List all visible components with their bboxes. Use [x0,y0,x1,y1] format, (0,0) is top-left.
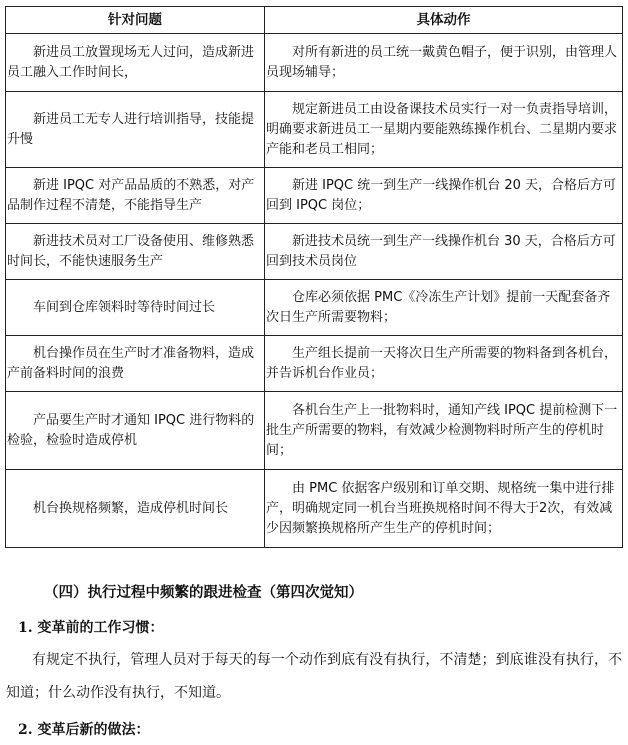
problem-cell: 车间到仓库领料时等待时间过长 [6,280,265,336]
table-header-row [6,7,623,34]
section-heading: （四）执行过程中频繁的跟进检查（第四次觉知） [44,584,363,601]
header-action: 具体动作 [265,7,623,34]
subheading-after: 2. 变革后新的做法： [18,722,150,738]
table-row [6,280,623,336]
action-cell: 生产组长提前一天将次日生产所需要的物料备到各机台，并告诉机台作业员； [265,336,623,392]
problem-cell: 新进技术员对工厂设备使用、维修熟悉时间长，不能快速服务生产 [6,224,265,280]
action-cell: 对所有新进的员工统一戴黄色帽子，便于识别，由管理人员现场辅导； [265,34,623,92]
action-cell: 新进技术员统一到生产一线操作机台 30 天，合格后方可回到技术员岗位 [265,224,623,280]
table-row [6,92,623,168]
table-row [6,336,623,392]
action-cell: 仓库必须依据 PMC《冷冻生产计划》提前一天配套备齐次日生产所需要物料； [265,280,623,336]
header-problem: 针对问题 [6,7,265,34]
problem-cell: 机台操作员在生产时才准备物料，造成产前备料时间的浪费 [6,336,265,392]
table-row [6,470,623,548]
problem-action-table [5,6,623,548]
action-cell: 新进 IPQC 统一到生产一线操作机台 20 天，合格后方可回到 IPQC 岗位； [265,168,623,224]
table-row [6,168,623,224]
action-cell: 规定新进员工由设备课技术员实行一对一负责指导培训，明确要求新进员工一星期内要能熟练操作机台、二星期内要求产能和老员工相同； [265,92,623,168]
table-row [6,224,623,280]
table-row [6,34,623,92]
action-cell: 由 PMC 依据客户级别和订单交期、规格统一集中进行排产，明确规定同一机台当班换规格时间不得大于2次，有效减少因频繁换规格所产生生产的停机时间； [265,470,623,548]
problem-cell: 产品要生产时才通知 IPQC 进行物料的检验，检验时造成停机 [6,392,265,470]
problem-cell: 新进员工无专人进行培训指导，技能提升慢 [6,92,265,168]
problem-cell: 新进员工放置现场无人过问，造成新进员工融入工作时间长， [6,34,265,92]
table-row [6,392,623,470]
paragraph-before: 有规定不执行，管理人员对于每天的每一个动作到底有没有执行，不清楚；到底谁没有执行，不知道；什么动作没有执行，不知道。 [6,652,622,701]
problem-cell: 新进 IPQC 对产品品质的不熟悉，对产品制作过程不清楚，不能指导生产 [6,168,265,224]
subheading-before: 1. 变革前的工作习惯： [18,620,164,636]
action-cell: 各机台生产上一批物料时，通知产线 IPQC 提前检测下一批生产所需要的物料，有效减少检测物料时所产生的停机时间； [265,392,623,470]
problem-cell: 机台换规格频繁，造成停机时间长 [6,470,265,548]
